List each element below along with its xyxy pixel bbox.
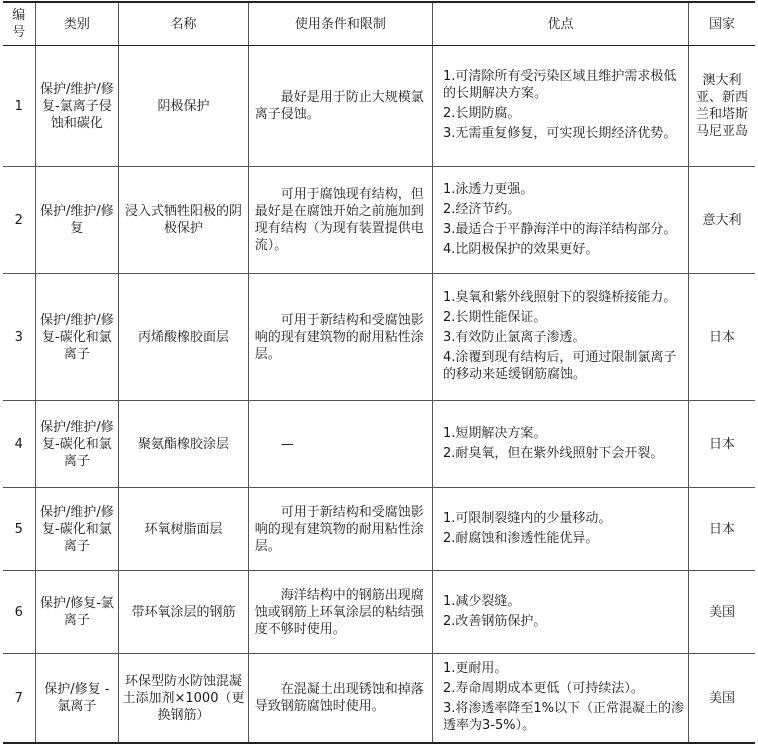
cell-category: 保护/维护/修复 [35,167,119,274]
table-row [3,654,755,744]
header-advantages: 优点 [433,2,689,46]
cell-no: 6 [3,571,35,654]
table-row [3,167,755,274]
header-no: 编号 [3,2,35,46]
advantage-item: 4.涂覆到现有结构后，可通过限制氯离子的移动来延缓钢筋腐蚀。 [443,350,677,382]
cell-name: 浸入式牺牲阳极的阴极保护 [119,167,249,274]
cell-category: 保护/维护/修复-氯离子侵蚀和碳化 [35,46,119,167]
cell-country: 美国 [689,571,755,654]
cell-no: 2 [3,167,35,274]
advantage-item: 3.最适合于平静海洋中的海洋结构部分。 [443,221,677,237]
cell-advantages [433,488,689,571]
cell-conditions: 在混凝土出现锈蚀和掉落导致钢筋腐蚀时使用。 [248,654,432,744]
advantage-item: 2.寿命周期成本更低（可持续法）。 [443,681,644,696]
advantage-item: 1.臭氧和紫外线照射下的裂缝桥接能力。 [443,290,677,305]
cell-conditions: — [248,401,432,488]
cell-no: 1 [3,46,35,167]
advantage-item: 2.长期防腐。 [443,106,521,121]
table-row [3,571,755,654]
cell-conditions: 可用于新结构和受腐蚀影响的现有建筑物的耐用粘性涂层。 [248,274,432,401]
header-country: 国家 [689,2,755,46]
table-row [3,401,755,488]
cell-category: 保护/修复-氯离子 [35,571,119,654]
cell-category: 保护/修复 -氯离子 [35,654,119,744]
advantage-item: 3.无需重复修复，可实现长期经济优势。 [443,126,677,141]
cell-category: 保护/维护/修复-碳化和氯离子 [35,274,119,401]
cell-country: 日本 [689,274,755,401]
cell-conditions: 最好是用于防止大规模氯离子侵蚀。 [248,46,432,167]
header-conditions: 使用条件和限制 [248,2,432,46]
cell-country: 澳大利亚、新西兰和塔斯马尼亚岛 [689,46,755,167]
cell-no: 4 [3,401,35,488]
advantage-item: 1.泳透力更强。 [443,181,534,197]
cell-name: 丙烯酸橡胶面层 [119,274,249,401]
cell-advantages [433,401,689,488]
cell-name: 聚氨酯橡胶涂层 [119,401,249,488]
table-header [3,2,755,46]
cell-advantages [433,571,689,654]
cell-no: 5 [3,488,35,571]
cell-advantages [433,46,689,167]
cell-country: 意大利 [689,167,755,274]
table-row [3,274,755,401]
advantage-item: 1.可限制裂缝内的少量移动。 [443,510,612,526]
advantage-item: 2.经济节约。 [443,201,521,217]
cell-name: 环氧树脂面层 [119,488,249,571]
advantage-item: 2.改善钢筋保护。 [443,613,547,629]
cell-country: 日本 [689,401,755,488]
advantage-item: 3.将渗透率降至1%以下（正常混凝土的渗透率为3-5%）。 [443,701,685,733]
cell-country: 美国 [689,654,755,744]
header-category: 类别 [35,2,119,46]
table-row [3,46,755,167]
cell-advantages [433,274,689,401]
advantage-item: 1.可清除所有受污染区域且维护需求极低的长期解决方案。 [443,69,677,101]
advantage-item: 2.耐臭氧，但在紫外线照射下会开裂。 [443,445,664,461]
advantage-item: 2.耐腐蚀和渗透性能优异。 [443,530,599,546]
advantage-item: 1.更耐用。 [443,661,508,676]
repair-methods-table [3,1,755,744]
cell-name: 阴极保护 [119,46,249,167]
cell-no: 3 [3,274,35,401]
advantage-item: 3.有效防止氯离子渗透。 [443,330,586,345]
advantage-item: 1.减少裂缝。 [443,593,521,609]
cell-no: 7 [3,654,35,744]
advantage-item: 2.长期性能保证。 [443,310,547,325]
cell-name: 带环氧涂层的钢筋 [119,571,249,654]
cell-advantages [433,167,689,274]
cell-country: 日本 [689,488,755,571]
advantage-item: 1.短期解决方案。 [443,425,547,441]
cell-conditions: 海洋结构中的钢筋出现腐蚀或钢筋上环氧涂层的粘结强度不够时使用。 [248,571,432,654]
cell-advantages [433,654,689,744]
table-row [3,488,755,571]
cell-category: 保护/维护/修复-碳化和氯离子 [35,401,119,488]
cell-name: 环保型防水防蚀混凝土添加剂×1000（更换钢筋） [119,654,249,744]
advantage-item: 4.比阴极保护的效果更好。 [443,241,599,257]
cell-category: 保护/维护/修复-碳化和氯离子 [35,488,119,571]
cell-conditions: 可用于腐蚀现有结构，但最好是在腐蚀开始之前施加到现有结构（为现有装置提供电流）。 [248,167,432,274]
cell-conditions: 可用于新结构和受腐蚀影响的现有建筑物的耐用粘性涂层。 [248,488,432,571]
header-name: 名称 [119,2,249,46]
